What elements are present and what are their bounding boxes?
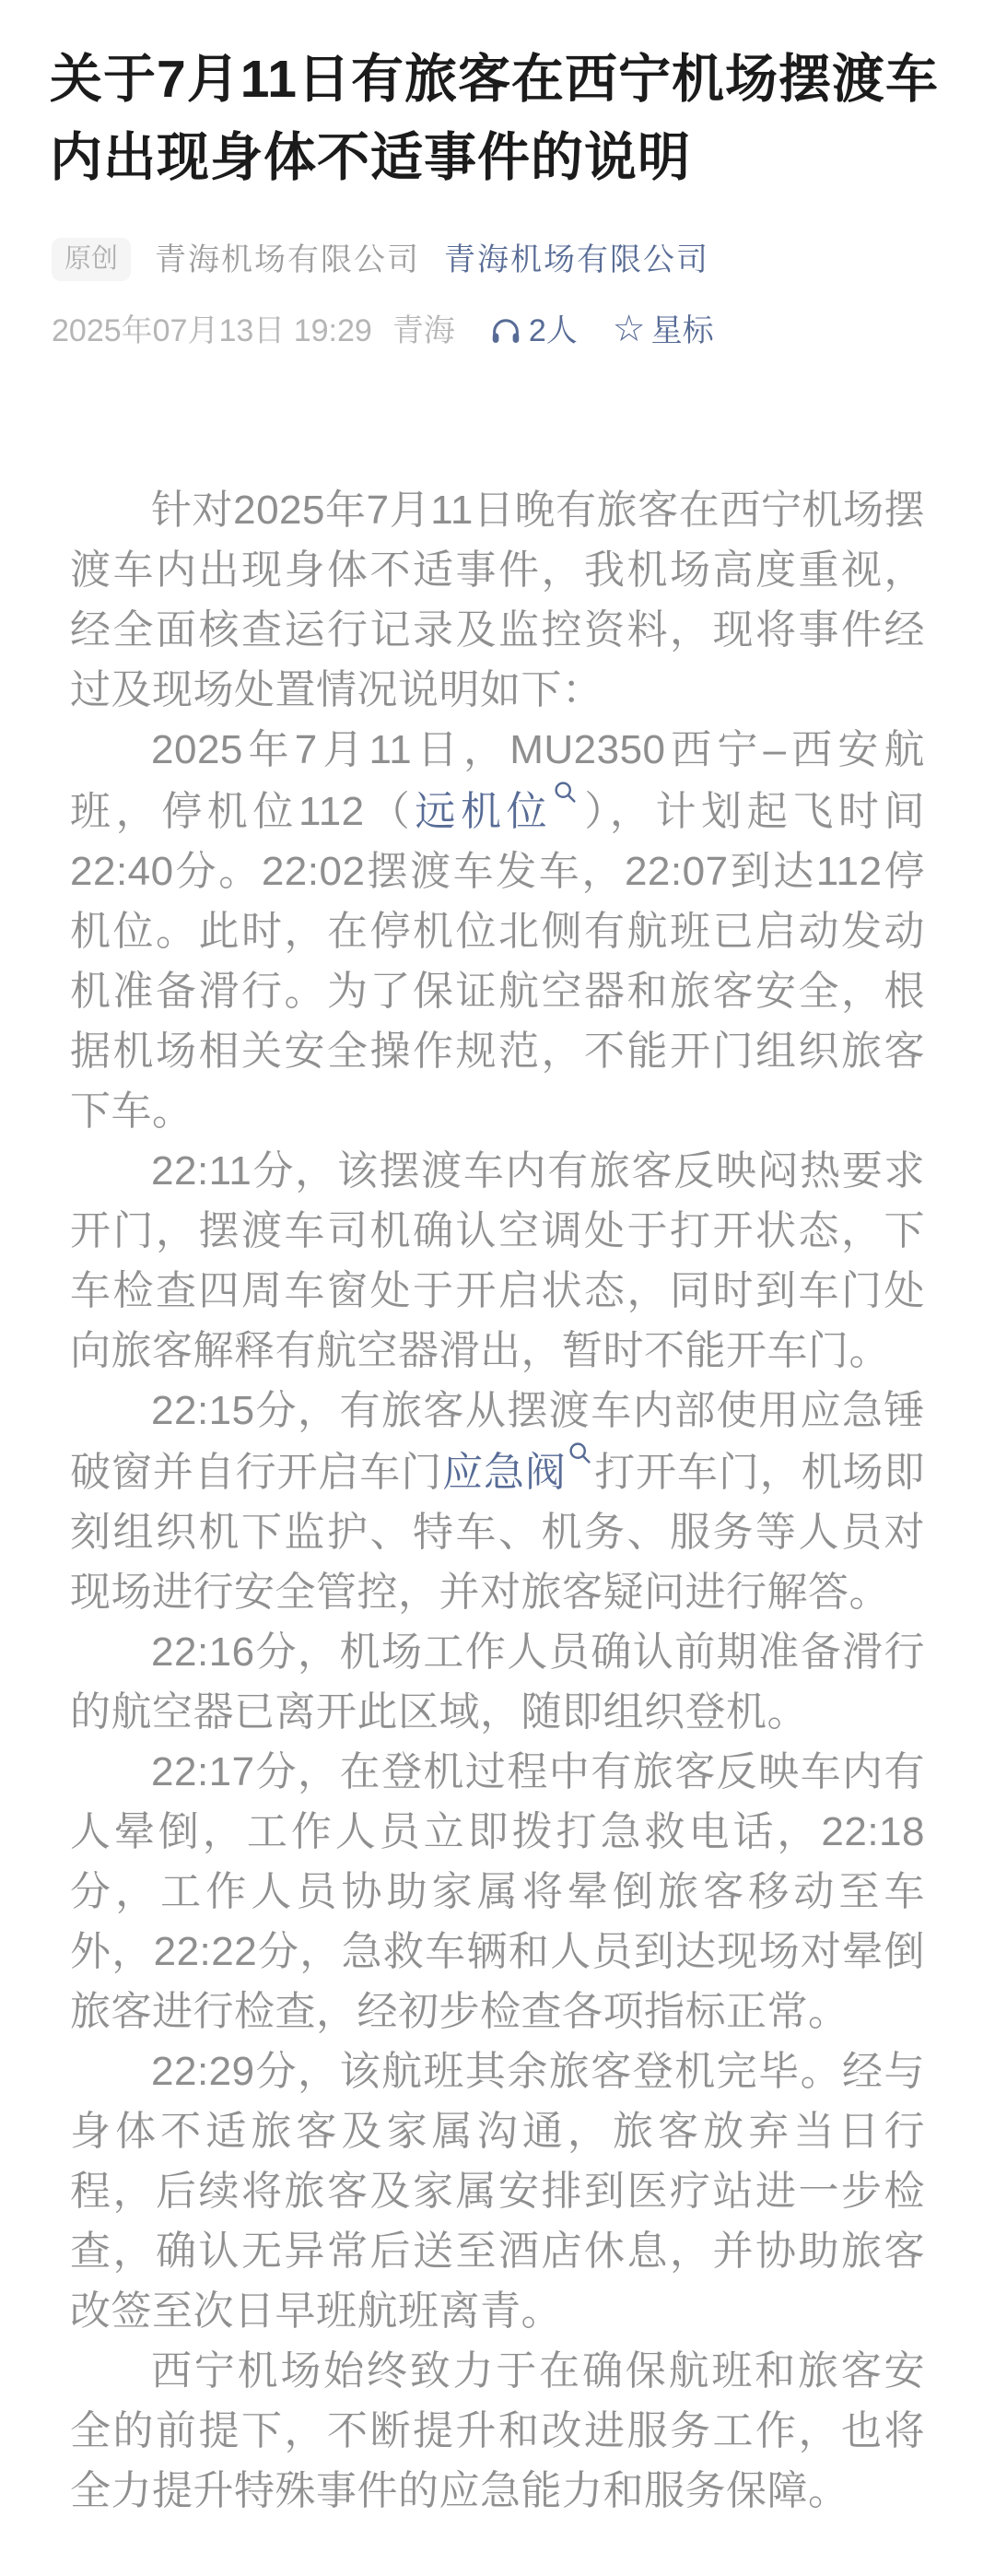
paragraph-text: 2025年7月11日，MU2350西宁–西安航班，停机位112（ — [70, 727, 925, 834]
paragraph-text: 22:17分，在登机过程中有旅客反映车内有人晕倒，工作人员立即拨打急救电话，22:18分，工作人员协助家属将晕倒旅客移动至车外，22:22分，急救车辆和人员到达现场对晕倒旅客进行检查，经初步检查各项指标正常。 — [70, 1749, 925, 2034]
account-link[interactable]: 青海机场有限公司 — [444, 241, 710, 277]
publish-date: 2025年07月13日 19:29 — [52, 313, 372, 348]
paragraph-text: 22:11分，该摆渡车内有旅客反映闷热要求开门，摆渡车司机确认空调处于打开状态，下车检查四周车窗处于开启状态，同时到车门处向旅客解释有航空器滑出，暂时不能开车门。 — [70, 1148, 925, 1373]
search-magnifier-icon[interactable] — [553, 789, 578, 834]
star-label: 星标 — [650, 313, 714, 348]
body-paragraph — [70, 2341, 925, 2521]
body-paragraph — [70, 1742, 925, 2041]
article-body — [50, 480, 945, 2521]
star-button[interactable] — [612, 309, 714, 349]
article-title: 关于7月11日有旅客在西宁机场摆渡车内出现身体不适事件的说明 — [50, 50, 939, 187]
body-paragraph — [70, 1622, 925, 1742]
listen-count: 2人 — [528, 313, 578, 348]
headphone-icon — [488, 313, 523, 348]
original-badge: 原创 — [52, 238, 131, 281]
inline-entity-link[interactable]: 应急阀 — [442, 1450, 567, 1495]
author-name: 青海机场有限公司 — [155, 241, 421, 277]
paragraph-text: 22:15分，有旅客从摆渡车内部使用应急锤破窗并自行开启车门 — [70, 1388, 925, 1495]
paragraph-text: 22:16分，机场工作人员确认前期准备滑行的航空器已离开此区域，随即组织登机。 — [70, 1629, 925, 1735]
body-paragraph — [70, 720, 925, 1141]
listen-button[interactable] — [488, 313, 578, 348]
paragraph-text: 针对2025年7月11日晚有旅客在西宁机场摆渡车内出现身体不适事件，我机场高度重视，经全面核查运行记录及监控资料，现将事件经过及现场处置情况说明如下： — [70, 488, 925, 712]
paragraph-text: 22:29分，该航班其余旅客登机完毕。经与身体不适旅客及家属沟通，旅客放弃当日行程，后续将旅客及家属安排到医疗站进一步检查，确认无异常后送至酒店休息，并协助旅客改签至次日早班航班离青。 — [70, 2049, 925, 2334]
body-paragraph — [70, 1381, 925, 1622]
paragraph-text: 打开车门，机场即刻组织机下监护、特车、机务、服务等人员对现场进行安全管控，并对旅客疑问进行解答。 — [70, 1450, 926, 1615]
search-magnifier-icon[interactable] — [568, 1450, 592, 1495]
inline-entity-link[interactable]: 远机位 — [415, 789, 553, 834]
body-paragraph — [70, 1141, 925, 1381]
body-paragraph — [70, 480, 925, 720]
paragraph-text: 西宁机场始终致力于在确保航班和旅客安全的前提下，不断提升和改进服务工作，也将全力提升特殊事件的应急能力和服务保障。 — [70, 2348, 925, 2513]
publish-location: 青海 — [392, 313, 455, 348]
star-icon: ☆ — [612, 309, 646, 349]
body-paragraph — [70, 2041, 925, 2341]
paragraph-text: ），计划起飞时间22:40分。22:02摆渡车发车，22:07到达112停机位。此时，在停机位北侧有航班已启动发动机准备滑行。为了保证航空器和旅客安全，根据机场相关安全操作规范，不能开门组织旅客下车。 — [70, 789, 926, 1134]
meta-row-author — [52, 238, 945, 281]
meta-row-publish — [52, 309, 945, 349]
